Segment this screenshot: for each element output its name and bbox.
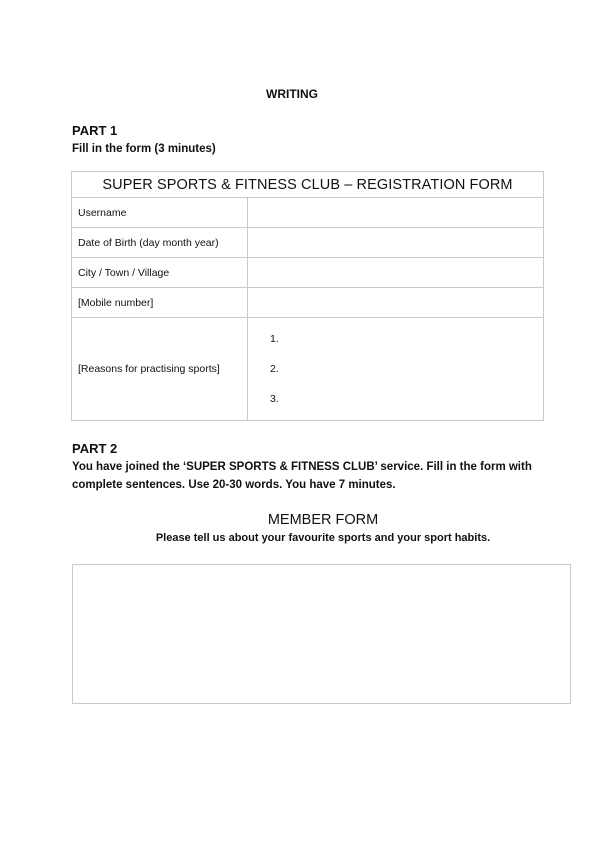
reasons-label: [Reasons for practising sports] [72, 318, 248, 421]
member-form-title: MEMBER FORM [267, 512, 379, 528]
reasons-field[interactable] [248, 318, 544, 421]
city-label: City / Town / Village [72, 258, 248, 288]
reasons-list [254, 324, 537, 414]
registration-form [71, 171, 544, 421]
date-of-birth-label: Date of Birth (day month year) [72, 228, 248, 258]
reason-item-2[interactable]: 2. [270, 363, 279, 375]
mobile-number-field[interactable] [248, 288, 544, 318]
member-form-answer-box[interactable] [72, 564, 571, 704]
username-field[interactable] [248, 198, 544, 228]
username-label: Username [72, 198, 248, 228]
part1-instruction: Fill in the form (3 minutes) [72, 143, 216, 155]
part2-instruction: You have joined the ‘SUPER SPORTS & FITNESS CLUB’ service. Fill in the form with complete sentences. Use 20-30 words. You have 7 minutes. [72, 461, 532, 491]
member-form-subtitle: Please tell us about your favourite sports and your sport habits. [155, 532, 491, 544]
reason-item-1[interactable]: 1. [270, 333, 279, 345]
registration-form-title: SUPER SPORTS & FITNESS CLUB – REGISTRATION FORM [72, 172, 544, 198]
page-heading: WRITING [266, 87, 318, 101]
mobile-number-label: [Mobile number] [72, 288, 248, 318]
city-field[interactable] [248, 258, 544, 288]
part1-title: PART 1 [72, 123, 118, 138]
date-of-birth-field[interactable] [248, 228, 544, 258]
part2-title: PART 2 [72, 441, 118, 456]
reason-item-3[interactable]: 3. [270, 393, 279, 405]
